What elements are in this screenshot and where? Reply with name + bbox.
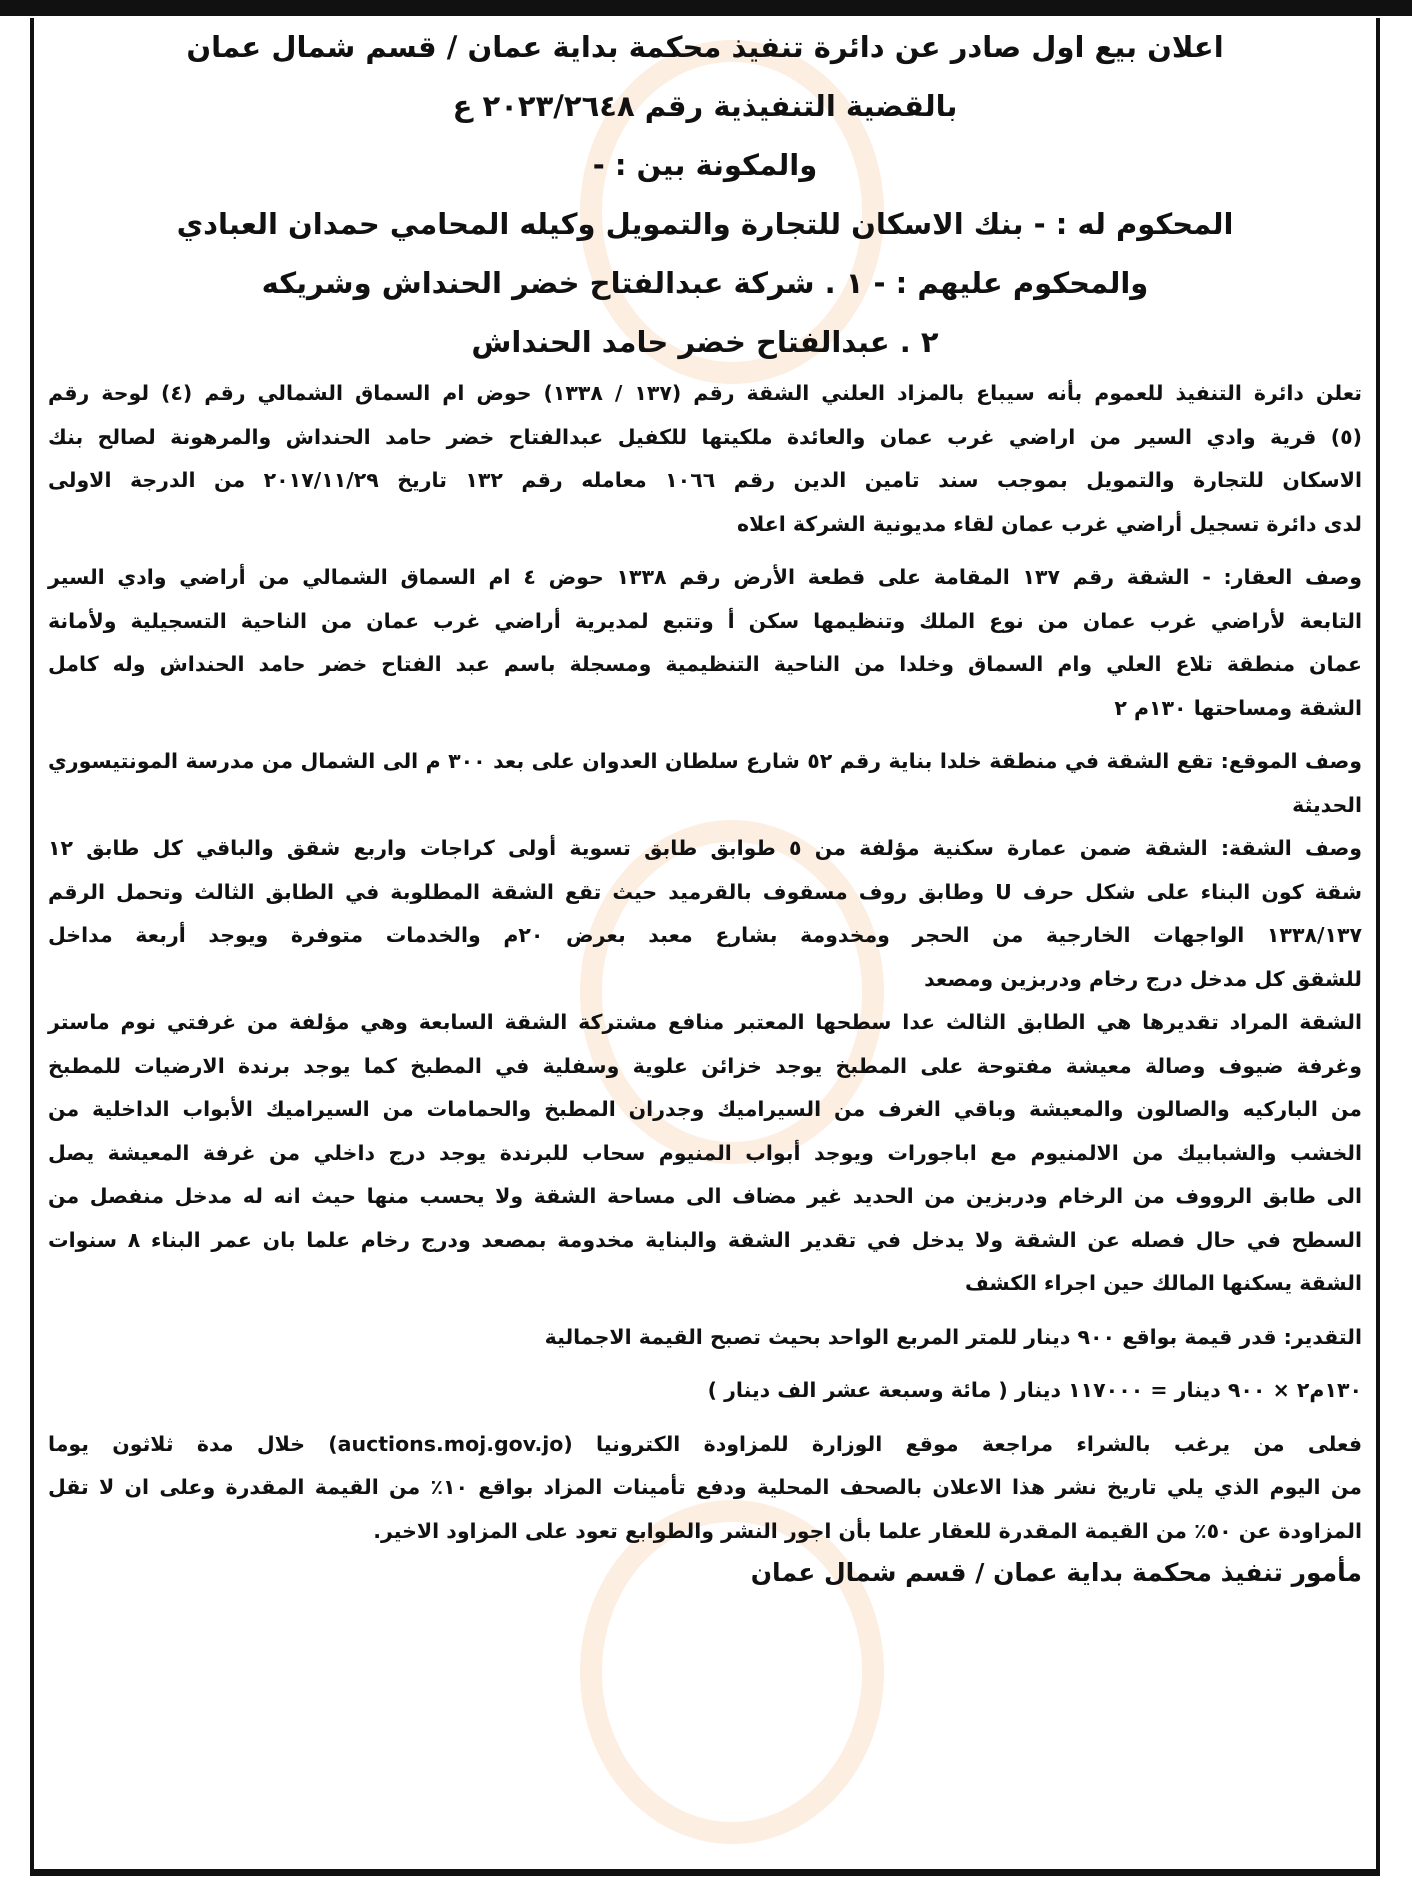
apartment-description-paragraph	[48, 827, 1362, 1001]
heading-line: ٢ . عبدالفتاح خضر حامد الحنداش	[471, 325, 939, 359]
property-description-paragraph	[48, 556, 1362, 730]
text-line: التابعة لأراضي غرب عمان من نوع الملك وتنظيمها سكن أ وتتبع لمديرية أراضي غرب عمان من الناحية التسجيلية ولأمانة	[48, 608, 1362, 633]
text-line: من اليوم الذي يلي تاريخ نشر هذا الاعلان بالصحف المحلية ودفع تأمينات المزاد بواقع ١٠٪ من القيمة المقدرة وعلى ان لا تقل	[48, 1475, 1362, 1499]
text-line: وغرفة ضيوف وصالة معيشة مفتوحة على المطبخ يوجد خزائن علوية وسفلية في المطبخ كما يوجد برندة الارضيات للمطبخ	[48, 1053, 1362, 1078]
text-line: وصف الموقع: تقع الشقة في منطقة خلدا بناية رقم ٥٢ شارع سلطان العدوان على بعد ٣٠٠ م الى الشمال من مدرسة المونتيسوري	[48, 749, 1362, 773]
top-border-bar	[0, 0, 1412, 16]
signature-line: مأمور تنفيذ محكمة بداية عمان / قسم شمال عمان	[750, 1558, 1362, 1587]
bottom-border-bar	[30, 1870, 1380, 1876]
heading-line: والمكونة بين : -	[592, 148, 818, 182]
text-line: شقة كون البناء على شكل حرف U وطابق روف مسقوف بالقرميد حيث تقع الشقة المطلوبة في الطابق الثالث وتحمل الرقم	[48, 879, 1362, 904]
text-line: الشقة المراد تقديرها هي الطابق الثالث عدا سطحها المعتبر منافع مشتركة الشقة السابعة وهي مؤلفة من غرفتي نوم ماستر	[48, 1010, 1362, 1034]
text-line: عمان منطقة تلاع العلي وام السماق وخلدا من الناحية التنظيمية ومسجلة باسم عبد الفتاح خضر حامد الحنداش وله كامل	[48, 652, 1362, 676]
notice-heading	[48, 18, 1362, 372]
heading-line: والمحكوم عليهم : - ١ . شركة عبدالفتاح خضر الحنداش وشريكه	[261, 266, 1149, 300]
text-line: تعلن دائرة التنفيذ للعموم بأنه سيباع بالمزاد العلني الشقة رقم (١٣٧ / ١٣٣٨) حوض ام السماق الشمالي رقم (٤) لوحة رقم	[48, 381, 1363, 405]
text-line: من الباركيه والصالون والمعيشة وباقي الغرف من السيراميك وجدران المطبخ والحمامات من السيراميك الأبواب الداخلية من	[48, 1097, 1362, 1121]
heading-line: اعلان بيع اول صادر عن دائرة تنفيذ محكمة بداية عمان / قسم شمال عمان	[186, 30, 1224, 64]
text-line: ١٣٣٨/١٣٧ الواجهات الخارجية من الحجر ومخدومة بشارع معبد بعرض ٢٠م والخدمات متوفرة ويوجد أربعة مداخل	[48, 923, 1362, 947]
valuation-line: التقدير: قدر قيمة بواقع ٩٠٠ دينار للمتر المربع الواحد بحيث تصبح القيمة الاجمالية	[544, 1324, 1362, 1349]
text-line: (٥) قرية وادي السير من اراضي غرب عمان والعائدة ملكيتها للكفيل عبدالفتاح خضر حامد الحنداش والمرهونة لصالح بنك	[48, 424, 1362, 449]
text-line: الخشب والشبابيك من الالمنيوم مع اباجورات ويوجد أبواب المنيوم سحاب للبرندة يوجد درج داخلي من غرفة المعيشة يصل	[48, 1140, 1362, 1165]
text-line: فعلى من يرغب بالشراء مراجعة موقع الوزارة للمزاودة الكترونيا (auctions.moj.gov.jo) خلال مدة ثلاثون يوما	[48, 1431, 1362, 1456]
text-line: وصف العقار: - الشقة رقم ١٣٧ المقامة على قطعة الأرض رقم ١٣٣٨ حوض ٤ ام السماق الشمالي من أراضي وادي السير	[48, 565, 1362, 589]
location-description-paragraph	[48, 740, 1362, 827]
valuation-details-paragraph	[48, 1001, 1362, 1306]
heading-line: بالقضية التنفيذية رقم ٢٠٢٣/٢٦٤٨ ع	[452, 89, 958, 123]
text-line: وصف الشقة: الشقة ضمن عمارة سكنية مؤلفة من ٥ طوابق طابق تسوية أولى كراجات واربع شقق والباقي كل طابق ١٢	[48, 836, 1362, 860]
instructions-paragraph	[48, 1423, 1362, 1554]
text-line: للشقق كل مدخل درج رخام ودربزين ومصعد	[924, 966, 1362, 991]
text-line: المزاودة عن ٥٠٪ من القيمة المقدرة للعقار علما بأن اجور النشر والطوابع تعود على المزاود الاخير.	[373, 1518, 1362, 1543]
text-line: الحديثة	[1292, 792, 1362, 817]
text-line: الى طابق الرووف من الرخام ودربزين من الحديد غير مضاف الى مساحة الشقة ولا يحسب منها حيث انه له مدخل منفصل من	[48, 1184, 1362, 1208]
text-line: الاسكان للتجارة والتمويل بموجب سند تامين الدين رقم ١٠٦٦ معامله رقم ١٣٢ تاريخ ٢٠١٧/١١/٢٩ من الدرجة الاولى	[48, 468, 1362, 492]
intro-paragraph	[48, 372, 1362, 546]
notice-content	[48, 18, 1362, 1593]
text-line: السطح في حال فصله عن الشقة ولا يدخل في تقدير الشقة والبناية مخدومة بمصعد ودرج رخام علما بان عمر البناء ٨ سنوات	[48, 1227, 1362, 1252]
valuation-calculation: ١٣٠م٢ × ٩٠٠ دينار = ١١٧٠٠٠ دينار ( مائة وسبعة عشر الف دينار )	[707, 1378, 1362, 1402]
heading-line: المحكوم له : - بنك الاسكان للتجارة والتمويل وكيله المحامي حمدان العبادي	[176, 207, 1234, 241]
text-line: لدى دائرة تسجيل أراضي غرب عمان لقاء مديونية الشركة اعلاه	[737, 511, 1362, 536]
text-line: الشقة يسكنها المالك حين اجراء الكشف	[964, 1271, 1362, 1295]
text-line: الشقة ومساحتها ١٣٠م ٢	[1114, 695, 1362, 720]
